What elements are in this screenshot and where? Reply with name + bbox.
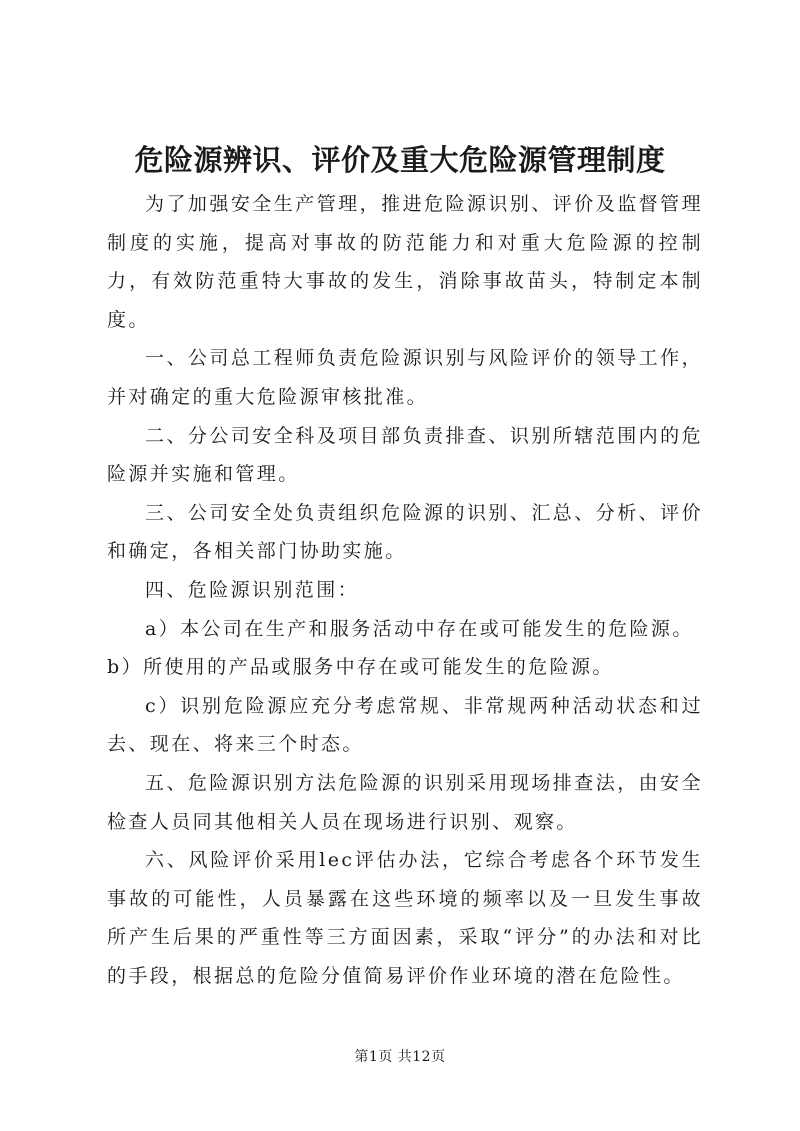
paragraph-item-4c: c）识别危险源应充分考虑常规、非常规两种活动状态和过去、现在、将来三个时态。 [107,694,703,756]
paragraph-item-3: 三、公司安全处负责组织危险源的识别、汇总、分析、评价和确定，各相关部门协助实施。 [107,501,703,563]
paragraph-item-4: 四、危险源识别范围： [145,578,360,601]
paragraph-item-6: 六、风险评价采用lec评估办法，它综合考虑各个环节发生事故的可能性，人员暴露在这些环境的频率以及一旦发生事故所产生后果的严重性等三方面因素，采取“评分”的办法和对比的手段，根据总的危险分值简易评价作业环境的潜在危险性。 [107,849,703,987]
paragraph-intro: 为了加强安全生产管理，推进危险源识别、评价及监督管理制度的实施，提高对事故的防范能力和对重大危险源的控制力，有效防范重特大事故的发生，消除事故苗头，特制定本制度。 [107,193,703,331]
paragraph-item-5: 五、危险源识别方法危险源的识别采用现场排查法，由安全检查人员同其他相关人员在现场进行识别、观察。 [107,771,703,833]
page-footer: 第1页 共12页 [354,1049,446,1065]
paragraph-item-2: 二、分公司安全科及项目部负责排查、识别所辖范围内的危险源并实施和管理。 [107,424,703,486]
paragraph-item-1: 一、公司总工程师负责危险源识别与风险评价的领导工作，并对确定的重大危险源审核批准。 [107,347,703,408]
paragraph-item-4a: a）本公司在生产和服务活动中存在或可能发生的危险源。 [145,617,694,640]
document-body [107,185,703,995]
document-title: 危险源辨识、评价及重大危险源管理制度 [134,143,666,177]
paragraph-item-4b: b）所使用的产品或服务中存在或可能发生的危险源。 [107,656,614,679]
